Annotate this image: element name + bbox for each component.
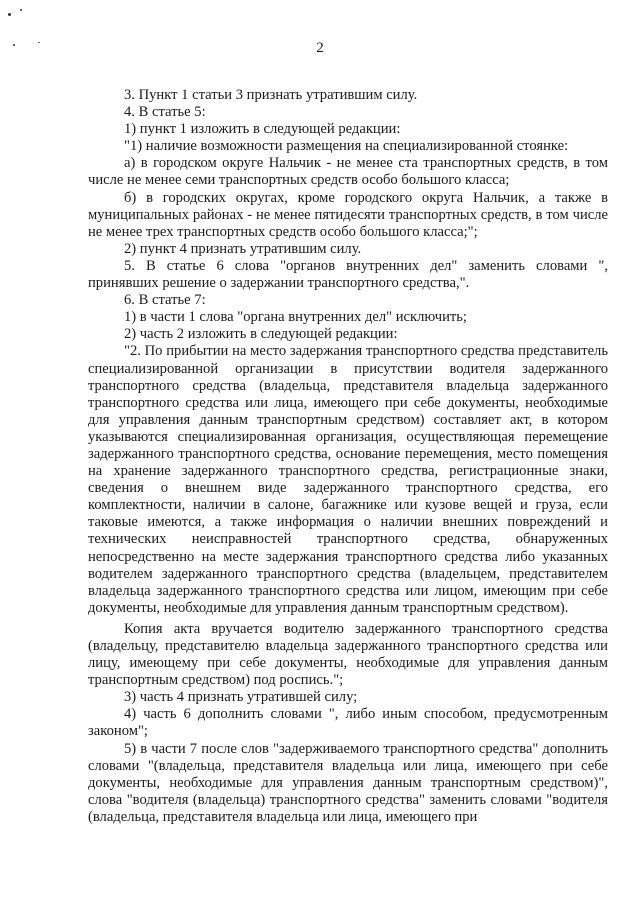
paragraph: "2. По прибытии на место задержания транспортного средства представитель специализированной организации в присутствии водителя задержанного транспортного средства (владельца, представителя владельца задержанного транспортного средства или лица, имеющего при себе документы, необходимые для управления данным транспортным средством) составляет акт, в котором указываются специализированная организация, осуществляющая перемещение задержанного транспортного средства, основание перемещения, место помещения на хранение задержанного транспортного средства, регистрационные знаки, сведения о внешнем виде задержанного транспортного средства, его комплектности, наличии в салоне, багажнике или кузове вещей и груза, если таковые имеются, а также информация о наличии внешних повреждений и технических неисправностей транспортного средства, обнаруженных непосредственно на месте задержания транспортного средства либо указанных водителем задержанного транспортного средства (владельцем, представителем владельца задержанного транспортного средства или лицом, имеющим при себе документы, необходимые для управления данным транспортным средством).	[88, 343, 608, 616]
paragraph: 4) часть 6 дополнить словами ", либо иным способом, предусмотренным законом";	[88, 706, 608, 740]
paragraph: "1) наличие возможности размещения на специализированной стоянке:	[124, 138, 569, 155]
paragraph: Копия акта вручается водителю задержанного транспортного средства (владельцу, представителю владельца задержанного транспортного средства или лицу, имеющему при себе документы, необходимые для управления данным транспортным средством) под роспись.";	[88, 620, 608, 689]
paragraph: б) в городских округах, кроме городского округа Нальчик, а также в муниципальных районах - не менее пятидесяти транспортных средств, в том числе не менее трех транспортных средств особо большого класса;";	[88, 189, 608, 240]
paragraph: 5. В статье 6 слова "органов внутренних дел" заменить словами ", принявших решение о задержании транспортного средства,".	[88, 257, 608, 292]
paragraph: 6. В статье 7:	[124, 292, 206, 309]
paragraph: 3. Пункт 1 статьи 3 признать утратившим силу.	[124, 87, 418, 103]
paragraph: 4. В статье 5:	[124, 104, 206, 121]
paragraph: 2) пункт 4 признать утратившим силу.	[124, 240, 362, 257]
paragraph: 5) в части 7 после слов "задерживаемого транспортного средства" дополнить словами "(владельца, представителя владельца или лица, имеющего при себе документы, необходимые для управления данным транспортным средством)", слова "водителя (владельца) транспортного средства" заменить словами "водителя (владельца, представителя владельца или лица, имеющего при	[88, 740, 608, 825]
paragraph: а) в городском округе Нальчик - не менее ста транспортных средств, в том числе не менее семи транспортных средств особо большого класса;	[88, 155, 608, 189]
body-text	[88, 87, 608, 826]
scan-speck	[8, 13, 11, 16]
scan-speck	[20, 9, 22, 11]
paragraph: 1) пункт 1 изложить в следующей редакции:	[124, 121, 401, 138]
page-number: 2	[316, 40, 324, 56]
paragraph: 2) часть 2 изложить в следующей редакции:	[124, 326, 398, 343]
paragraph: 1) в части 1 слова "органа внутренних дел" исключить;	[124, 309, 467, 326]
paragraph: 3) часть 4 признать утратившей силу;	[124, 689, 358, 706]
